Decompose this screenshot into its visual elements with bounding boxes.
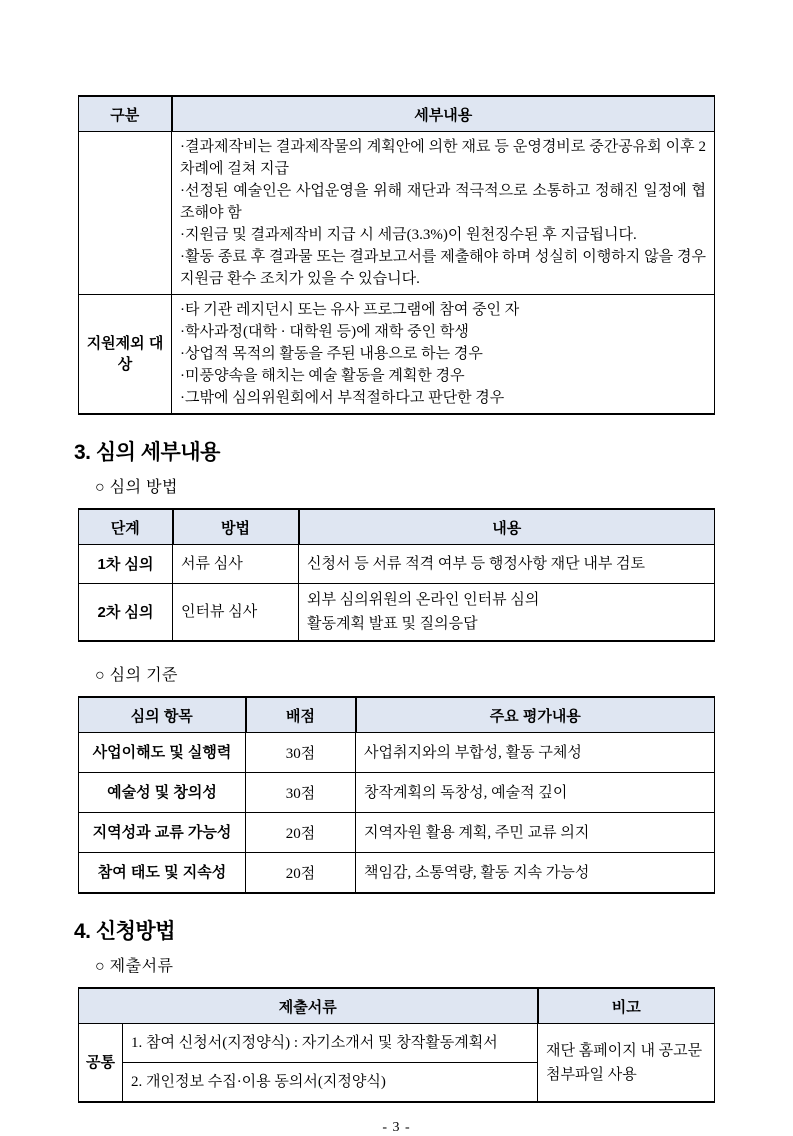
row-label-empty (79, 132, 172, 295)
score-cell: 20점 (246, 853, 356, 894)
bullet-item: ·결과제작비는 결과제작물의 계획안에 의한 재료 등 운영경비로 중간공유회 이후 2차례에 걸쳐 지급 (180, 139, 706, 177)
column-header-content: 내용 (299, 509, 715, 545)
subheading-review-criteria: ○ 심의 기준 (95, 667, 178, 684)
stage-cell: 2차 심의 (79, 584, 173, 642)
document-item-cell: 2. 개인정보 수집·이용 동의서(지정양식) (123, 1063, 538, 1103)
table-row (79, 813, 715, 853)
table-row (79, 733, 715, 773)
row-label-exclusion: 지원제외 대상 (79, 295, 172, 415)
method-cell: 서류 심사 (173, 545, 299, 584)
content-line: 외부 심의위원의 온라인 인터뷰 심의 (307, 592, 540, 608)
details-cell (172, 132, 715, 295)
bullet-item: ·상업적 목적의 활동을 주된 내용으로 하는 경우 (180, 346, 483, 362)
bullet-item: ·선정된 예술인은 사업운영을 위해 재단과 적극적으로 소통하고 정해진 일정에 협조해야 함 (180, 183, 706, 221)
evaluation-cell: 지역자원 활용 계획, 주민 교류 의지 (356, 813, 715, 853)
evaluation-cell: 사업취지와의 부합성, 활동 구체성 (356, 733, 715, 773)
criteria-item-cell: 사업이해도 및 실행력 (79, 733, 246, 773)
column-header-remarks: 비고 (538, 988, 715, 1024)
score-cell: 30점 (246, 733, 356, 773)
table-row (79, 853, 715, 894)
bullet-item: ·미풍양속을 해치는 예술 활동을 계획한 경우 (180, 368, 465, 384)
evaluation-cell: 창작계획의 독창성, 예술적 깊이 (356, 773, 715, 813)
column-header-item: 심의 항목 (79, 697, 246, 733)
submission-docs-table (78, 987, 715, 1103)
table-row (79, 295, 715, 415)
bullet-item: ·지원금 및 결과제작비 지급 시 세금(3.3%)이 원천징수된 후 지급됩니다. (180, 227, 637, 243)
bullet-item: ·그밖에 심의위원회에서 부적절하다고 판단한 경우 (180, 390, 505, 406)
content-line: 활동계획 발표 및 질의응답 (307, 616, 478, 632)
bullet-item: ·학사과정(대학 · 대학원 등)에 재학 중인 학생 (180, 324, 469, 340)
table-row (79, 545, 715, 584)
stage-cell: 1차 심의 (79, 545, 173, 584)
method-cell: 인터뷰 심사 (173, 584, 299, 642)
content-cell (299, 584, 715, 642)
table-header-row (79, 697, 715, 733)
page-number: - 3 - (382, 1120, 411, 1135)
table-header-row (79, 96, 715, 132)
column-header-score: 배점 (246, 697, 356, 733)
subheading-submission-docs: ○ 제출서류 (95, 958, 174, 975)
column-header-details: 세부내용 (172, 96, 715, 132)
table-row (79, 584, 715, 642)
criteria-item-cell: 참여 태도 및 지속성 (79, 853, 246, 894)
row-label-common: 공통 (79, 1024, 123, 1103)
score-cell: 20점 (246, 813, 356, 853)
table-row (79, 132, 715, 295)
table-row (79, 773, 715, 813)
criteria-item-cell: 예술성 및 창의성 (79, 773, 246, 813)
table-row (79, 1024, 715, 1063)
evaluation-cell: 책임감, 소통역량, 활동 지속 가능성 (356, 853, 715, 894)
content-cell: 신청서 등 서류 적격 여부 등 행정사항 재단 내부 검토 (299, 545, 715, 584)
section-title-apply: 4. 신청방법 (74, 920, 175, 943)
details-cell (172, 295, 715, 415)
review-method-table (78, 508, 715, 642)
column-header-documents: 제출서류 (79, 988, 538, 1024)
column-header-stage: 단계 (79, 509, 173, 545)
remarks-cell: 재단 홈페이지 내 공고문 첨부파일 사용 (538, 1024, 715, 1103)
column-header-method: 방법 (173, 509, 299, 545)
subheading-review-method: ○ 심의 방법 (95, 479, 178, 496)
support-conditions-table (78, 95, 715, 415)
column-header-category: 구분 (79, 96, 172, 132)
page-content (74, 95, 715, 1136)
criteria-item-cell: 지역성과 교류 가능성 (79, 813, 246, 853)
review-criteria-table (78, 696, 715, 894)
column-header-evaluation: 주요 평가내용 (356, 697, 715, 733)
bullet-item: ·타 기관 레지던시 또는 유사 프로그램에 참여 중인 자 (180, 302, 520, 318)
table-header-row (79, 509, 715, 545)
score-cell: 30점 (246, 773, 356, 813)
document-item-cell: 1. 참여 신청서(지정양식) : 자기소개서 및 창작활동계획서 (123, 1024, 538, 1063)
section-title-review: 3. 심의 세부내용 (74, 441, 220, 464)
bullet-item: ·활동 종료 후 결과물 또는 결과보고서를 제출해야 하며 성실히 이행하지 않을 경우 지원금 환수 조치가 있을 수 있습니다. (180, 249, 706, 287)
table-header-row (79, 988, 715, 1024)
